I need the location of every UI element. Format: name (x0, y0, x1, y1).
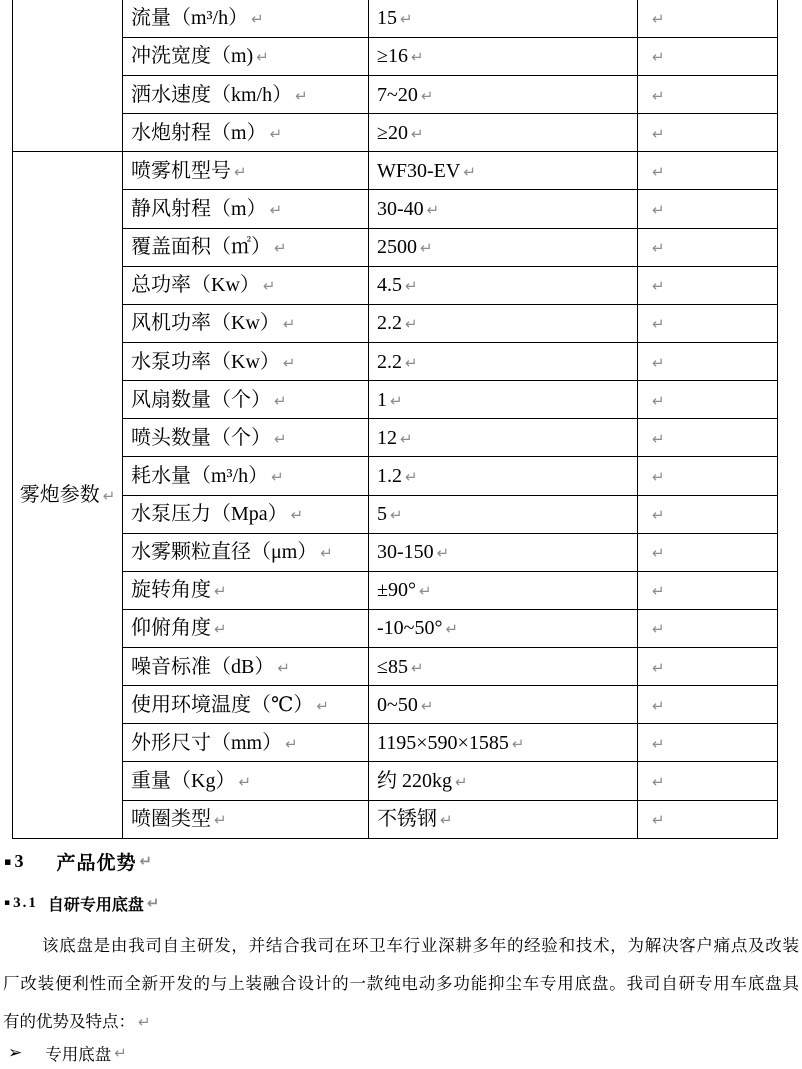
group-label-cell (13, 152, 123, 839)
paragraph-mark-icon: ↵ (285, 734, 298, 753)
paragraph-mark-icon: ↵ (390, 391, 403, 410)
param-value: 7~20 (377, 83, 418, 106)
param-name-cell (123, 266, 369, 304)
param-value-cell (369, 381, 638, 419)
param-name-cell (123, 762, 369, 800)
paragraph-mark-icon: ↵ (511, 734, 525, 753)
param-value-cell (369, 266, 638, 304)
table-row (13, 419, 778, 457)
paragraph-mark-icon: ↵ (405, 467, 418, 486)
paragraph-mark-icon: ↵ (405, 353, 418, 372)
paragraph-mark-icon: ↵ (652, 467, 665, 486)
table-row (13, 648, 778, 686)
empty-cell (638, 152, 778, 190)
paragraph-mark-icon: ↵ (271, 467, 284, 486)
paragraph-mark-icon: ↵ (282, 353, 296, 372)
table-row (13, 152, 778, 190)
param-name: 仰俯角度 (131, 617, 211, 640)
paragraph-mark-icon: ↵ (295, 86, 308, 105)
param-name-cell (123, 648, 369, 686)
empty-cell (638, 37, 778, 75)
param-value: ±90° (377, 579, 416, 602)
paragraph-mark-icon: ↵ (410, 124, 424, 143)
param-name: 风机功率（Kw） (131, 312, 280, 335)
paragraph-mark-icon: ↵ (440, 811, 453, 830)
empty-cell (638, 648, 778, 686)
param-value: -10~50° (377, 617, 443, 640)
param-value: 1 (377, 388, 387, 411)
table-row (13, 533, 778, 571)
paragraph-mark-icon: ↵ (420, 239, 433, 258)
table-row (13, 228, 778, 266)
spec-table (12, 0, 778, 839)
table-row (13, 37, 778, 75)
paragraph-mark-icon: ↵ (405, 315, 418, 334)
param-value: ≥20 (377, 121, 408, 144)
paragraph-line: 厂改装便利性而全新开发的与上装融合设计的一款纯电动多功能抑尘车专用底盘。我司自研专用车底盘具 (3, 974, 799, 993)
heading-square-icon: ▪ (4, 854, 12, 868)
paragraph-mark-icon: ↵ (405, 277, 418, 296)
param-name-cell (123, 114, 369, 152)
param-value-cell (369, 419, 638, 457)
param-value: 1.2 (377, 464, 402, 487)
paragraph-mark-icon: ↵ (420, 696, 434, 715)
param-value-cell (369, 609, 638, 647)
param-value: 不锈钢 (377, 808, 437, 831)
param-name: 喷头数量（个） (131, 426, 271, 449)
empty-cell (638, 0, 778, 37)
table-row (13, 495, 778, 533)
param-value-cell (369, 686, 638, 724)
paragraph-mark-icon: ↵ (262, 277, 276, 296)
param-value: 1195×590×1585 (377, 731, 509, 754)
param-name-cell (123, 75, 369, 113)
param-name: 水泵功率（Kw） (131, 350, 280, 373)
param-name: 洒水速度（km/h） (131, 83, 293, 106)
param-value-cell (369, 190, 638, 228)
empty-cell (638, 762, 778, 800)
paragraph-mark-icon: ↵ (139, 852, 153, 870)
empty-cell (638, 304, 778, 342)
heading-section-3-1 (4, 891, 159, 915)
param-name: 总功率（Kw） (131, 274, 260, 297)
heading-section-3 (4, 847, 152, 875)
heading-square-icon: ▪ (4, 898, 11, 908)
paragraph-mark-icon: ↵ (652, 658, 665, 677)
bullet-item (8, 1039, 127, 1067)
param-name: 喷雾机型号 (131, 159, 231, 182)
param-value-cell (369, 571, 638, 609)
param-value: 30-150 (377, 541, 434, 564)
param-name: 噪音标准（dB） (131, 655, 275, 678)
param-name-cell (123, 304, 369, 342)
table-row (13, 381, 778, 419)
paragraph-mark-icon: ↵ (652, 124, 665, 143)
param-name-cell (123, 152, 369, 190)
paragraph-mark-icon: ↵ (290, 506, 304, 525)
param-name-cell (123, 495, 369, 533)
param-value: 0~50 (377, 693, 418, 716)
param-value-cell (369, 114, 638, 152)
paragraph-mark-icon: ↵ (269, 200, 283, 219)
paragraph-mark-icon: ↵ (114, 1044, 127, 1062)
param-value-cell (369, 228, 638, 266)
param-name-cell (123, 228, 369, 266)
param-value: 5 (377, 503, 387, 526)
param-name-cell (123, 381, 369, 419)
empty-cell (638, 686, 778, 724)
param-value-cell (369, 304, 638, 342)
param-name: 覆盖面积（㎡） (131, 236, 271, 259)
param-name: 使用环境温度（℃） (131, 693, 314, 716)
empty-cell (638, 609, 778, 647)
param-name-cell (123, 0, 369, 37)
table-row (13, 724, 778, 762)
bullet-item-label: 专用底盘 (45, 1045, 112, 1064)
param-value: 12 (377, 426, 397, 449)
heading-3-1-title: 自研专用底盘 (47, 896, 144, 914)
paragraph-mark-icon: ↵ (652, 506, 665, 525)
param-value: 2.2 (377, 350, 402, 373)
paragraph-mark-icon: ↵ (652, 10, 665, 29)
table-row (13, 0, 778, 37)
empty-cell (638, 228, 778, 266)
group-label-cell (13, 0, 123, 152)
table-row (13, 800, 778, 838)
paragraph-mark-icon: ↵ (256, 48, 269, 67)
empty-cell (638, 495, 778, 533)
paragraph-mark-icon: ↵ (274, 239, 287, 258)
param-name-cell (123, 609, 369, 647)
table-row (13, 75, 778, 113)
empty-cell (638, 381, 778, 419)
paragraph-mark-icon: ↵ (234, 162, 247, 181)
param-name-cell (123, 571, 369, 609)
empty-cell (638, 190, 778, 228)
paragraph-mark-icon: ↵ (652, 353, 665, 372)
paragraph-mark-icon: ↵ (269, 124, 283, 143)
paragraph-mark-icon: ↵ (652, 200, 665, 219)
param-value: WF30-EV (377, 159, 461, 182)
param-name: 流量（m³/h） (131, 7, 249, 30)
spec-table-container (12, 0, 777, 839)
param-name-cell (123, 533, 369, 571)
paragraph-line: 有的优势及特点： ↵ (3, 1012, 151, 1031)
paragraph-mark-icon: ↵ (652, 429, 665, 448)
param-name-cell (123, 342, 369, 380)
table-row (13, 342, 778, 380)
param-value: 15 (377, 7, 397, 30)
param-value-cell (369, 762, 638, 800)
paragraph-mark-icon: ↵ (238, 773, 252, 792)
paragraph-mark-icon: ↵ (652, 582, 665, 601)
param-value-cell (369, 495, 638, 533)
param-value-cell (369, 0, 638, 37)
table-row (13, 457, 778, 495)
param-name: 水泵压力（Mpa） (131, 503, 288, 526)
body-paragraph (3, 927, 799, 1041)
param-name-cell (123, 800, 369, 838)
paragraph-mark-icon: ↵ (146, 894, 160, 912)
paragraph-mark-icon: ↵ (400, 10, 413, 29)
empty-cell (638, 800, 778, 838)
table-row (13, 762, 778, 800)
paragraph-mark-icon: ↵ (445, 620, 459, 639)
paragraph-mark-icon: ↵ (652, 696, 665, 715)
table-row (13, 114, 778, 152)
heading-3-title: 产品优势 (56, 852, 137, 874)
paragraph-mark-icon: ↵ (652, 734, 665, 753)
param-value-cell (369, 75, 638, 113)
param-name-cell (123, 37, 369, 75)
param-value-cell (369, 724, 638, 762)
paragraph-mark-icon: ↵ (390, 506, 403, 525)
paragraph-mark-icon: ↵ (652, 48, 665, 67)
paragraph-mark-icon: ↵ (214, 582, 227, 601)
paragraph-mark-icon: ↵ (274, 391, 287, 410)
paragraph-mark-icon: ↵ (436, 544, 450, 563)
arrowhead-bullet-icon: ➢ (8, 1043, 23, 1063)
param-value-cell (369, 152, 638, 190)
paragraph-mark-icon: ↵ (463, 162, 476, 181)
empty-cell (638, 266, 778, 304)
paragraph-mark-icon: ↵ (652, 620, 665, 639)
paragraph-mark-icon: ↵ (138, 1013, 151, 1031)
paragraph-mark-icon: ↵ (277, 658, 290, 677)
table-row (13, 686, 778, 724)
empty-cell (638, 724, 778, 762)
param-value-cell (369, 800, 638, 838)
heading-3-number: 3 (14, 850, 24, 871)
paragraph-mark-icon: ↵ (274, 429, 287, 448)
paragraph-mark-icon: ↵ (455, 773, 468, 792)
param-name: 旋转角度 (131, 579, 211, 602)
paragraph-mark-icon: ↵ (214, 811, 227, 830)
param-name: 静风射程（m） (131, 197, 267, 220)
param-value: ≤85 (377, 655, 408, 678)
paragraph-mark-icon: ↵ (251, 10, 264, 29)
paragraph-mark-icon: ↵ (652, 239, 665, 258)
paragraph-mark-icon: ↵ (652, 811, 665, 830)
paragraph-mark-icon: ↵ (652, 162, 665, 181)
param-value-cell (369, 457, 638, 495)
paragraph-mark-icon: ↵ (426, 200, 440, 219)
empty-cell (638, 533, 778, 571)
table-row (13, 304, 778, 342)
param-value: 2500 (377, 236, 417, 259)
param-value-cell (369, 533, 638, 571)
param-name: 耗水量（m³/h） (131, 464, 269, 487)
param-name-cell (123, 724, 369, 762)
param-value: 30-40 (377, 197, 424, 220)
paragraph-mark-icon: ↵ (214, 620, 227, 639)
table-row (13, 190, 778, 228)
empty-cell (638, 457, 778, 495)
paragraph-mark-icon: ↵ (282, 315, 296, 334)
paragraph-mark-icon: ↵ (652, 277, 665, 296)
param-value-cell (369, 37, 638, 75)
paragraph-mark-icon: ↵ (410, 48, 424, 67)
table-row (13, 609, 778, 647)
param-value-cell (369, 342, 638, 380)
param-name: 冲洗宽度（m) (131, 45, 254, 68)
paragraph-mark-icon: ↵ (652, 544, 665, 563)
paragraph-mark-icon: ↵ (320, 544, 333, 563)
param-name-cell (123, 190, 369, 228)
param-value: 4.5 (377, 274, 402, 297)
param-name-cell (123, 457, 369, 495)
paragraph-mark-icon: ↵ (420, 86, 434, 105)
empty-cell (638, 342, 778, 380)
group-label: 雾炮参数 (19, 484, 100, 507)
paragraph-mark-icon: ↵ (410, 658, 424, 677)
param-name-cell (123, 686, 369, 724)
empty-cell (638, 75, 778, 113)
param-value-cell (369, 648, 638, 686)
param-name: 重量（Kg） (131, 770, 236, 793)
paragraph-mark-icon: ↵ (418, 582, 432, 601)
paragraph-mark-icon: ↵ (316, 696, 329, 715)
param-name: 水雾颗粒直径（μm） (131, 541, 318, 564)
paragraph-mark-icon: ↵ (652, 391, 665, 410)
param-value: 约 220kg (377, 770, 452, 793)
paragraph-line: 该底盘是由我司自主研发，并结合我司在环卫车行业深耕多年的经验和技术，为解决客户痛点及改装 (42, 936, 799, 955)
empty-cell (638, 571, 778, 609)
param-name: 外形尺寸（mm） (131, 731, 283, 754)
param-name-cell (123, 419, 369, 457)
param-value: 2.2 (377, 312, 402, 335)
paragraph-mark-icon: ↵ (400, 429, 413, 448)
param-name: 水炮射程（m） (131, 121, 267, 144)
paragraph-mark-icon: ↵ (652, 773, 665, 792)
table-row (13, 571, 778, 609)
table-row (13, 266, 778, 304)
param-name: 风扇数量（个） (131, 388, 271, 411)
heading-3-1-number: 3.1 (13, 894, 38, 911)
paragraph-mark-icon: ↵ (102, 487, 116, 506)
empty-cell (638, 114, 778, 152)
param-name: 喷圈类型 (131, 808, 211, 831)
paragraph-mark-icon: ↵ (652, 315, 665, 334)
empty-cell (638, 419, 778, 457)
paragraph-mark-icon: ↵ (652, 86, 665, 105)
param-value: ≥16 (377, 45, 408, 68)
